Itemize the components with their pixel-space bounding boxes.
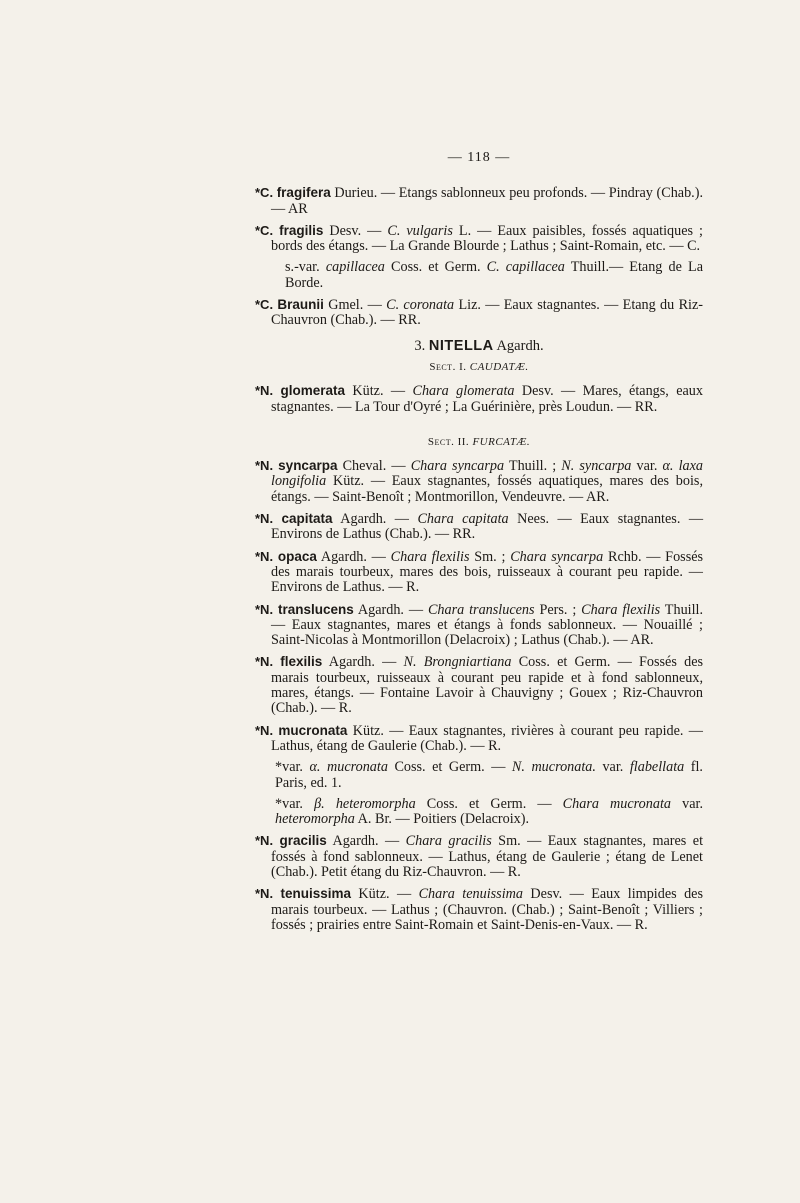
entry-text: Thuill.— Etang de La Borde. — [285, 259, 704, 291]
synonym: Chara tenuissima — [418, 886, 523, 903]
species-name: opaca — [277, 548, 317, 564]
synonym: C. coronata — [386, 297, 455, 314]
entry-capitata — [255, 511, 703, 543]
entry-text: Desv. — Eaux limpides des marais tourbeux. — Lathus ; (Chauvron. (Chab.) ; Saint-Benoît ; Villiers ; fossés ; prairies entre Saint-Romain et Saint-Denis-en-Vaux. — R. — [271, 886, 703, 933]
variety-name: β. heteromorpha — [314, 795, 416, 812]
entry-text: Kütz. — Eaux stagnantes, fossés aquatiques, mares des bois, étangs. — Saint-Benoît ; Montmorillon, Vendeuvre. — AR. — [271, 473, 703, 505]
native-mark: *C. — [255, 185, 274, 201]
species-name: translucens — [277, 601, 354, 617]
native-mark: *N. — [255, 833, 274, 849]
variety-beta — [255, 797, 703, 828]
section-heading-1 — [255, 360, 703, 375]
variety-name: capillacea — [325, 259, 385, 276]
entry-text: Coss. et Germ. — Fossés des marais tourbeux, ruisseaux à courant peu rapide et à fond sablonneux, mares, étangs. — Fontaine Lavoir à Chauvigny ; Gouex ; Riz-Chauvron (Chab.). — R. — [271, 654, 704, 717]
species-name: gracilis — [279, 833, 327, 849]
entry-tenuissima — [255, 886, 703, 933]
section-name: CAUDATÆ. — [469, 360, 529, 373]
entry-text: Kütz. — — [345, 383, 413, 400]
entry-text: Thuill. — Eaux stagnantes, mares et étangs à fonds sablonneux. — Nouaillé ; Saint-Nicolas à Montmorillon (Delacroix) ; Lathus (Chab.). — AR. — [271, 601, 704, 649]
entry-text: Kütz. — — [351, 886, 419, 903]
species-name: flexilis — [280, 654, 323, 670]
entry-glomerata — [255, 383, 703, 415]
native-mark: *N. — [255, 601, 274, 617]
entry-text: Sm. ; — [469, 548, 511, 565]
entry-translucens — [255, 602, 703, 649]
entry-gracilis — [255, 833, 703, 880]
species-name: Braunii — [277, 297, 324, 313]
synonym: C. vulgaris — [387, 222, 453, 239]
synonym: N. mucronata. — [511, 759, 596, 776]
native-mark: *N. — [255, 548, 274, 564]
entry-text: Agardh. — — [316, 548, 391, 565]
entry-fragifera — [255, 185, 703, 217]
species-name: fragilis — [279, 222, 324, 238]
page-number: — 118 — — [447, 150, 511, 165]
species-name: glomerata — [280, 383, 345, 399]
synonym: α. laxa longifolia — [271, 458, 704, 490]
subvariety-capillacea — [255, 260, 703, 291]
species-name: tenuissima — [280, 886, 352, 902]
synonym: C. capillacea — [486, 259, 565, 276]
variety-alpha — [255, 760, 703, 791]
entry-text: var. — [631, 458, 663, 475]
native-mark: *N. — [255, 383, 274, 399]
native-mark: *N. — [255, 886, 274, 902]
genus-name: NITELLA — [428, 337, 494, 354]
entry-text: Agardh. — — [332, 511, 418, 528]
genus-heading — [255, 339, 703, 354]
native-mark: *C. — [255, 222, 274, 238]
entry-text: Sm. — Eaux stagnantes, mares et fossés à fond sablonneux. — Lathus, étang de Gaulerie ; étang de Lenet (Chab.). Petit étang du Riz-Chauvron. — R. — [271, 833, 704, 880]
synonym: flabellata — [629, 759, 685, 776]
entry-text: var. — [595, 759, 630, 776]
synonym: Chara capitata — [417, 511, 509, 528]
entry-text: Kütz. — Eaux stagnantes, rivières à courant peu rapide. — Lathus, étang de Gaulerie (Chab.). — R. — [271, 722, 703, 754]
synonym: Chara gracilis — [405, 833, 492, 850]
entry-text: Nees. — Eaux stagnantes. — Environs de Lathus (Chab.). — RR. — [271, 511, 704, 543]
entry-text: Thuill. ; — [504, 458, 562, 475]
entry-text: Liz. — Eaux stagnantes. — Etang du Riz-Chauvron (Chab.). — RR. — [271, 297, 703, 329]
entry-text: Desv. — — [323, 222, 388, 239]
genus-author: Agardh. — [493, 337, 544, 354]
entry-text: A. Br. — Poitiers (Delacroix). — [354, 811, 530, 828]
species-name: mucronata — [278, 722, 348, 738]
entry-text: Coss. et Germ. — [384, 259, 487, 276]
synonym: heteromorpha — [275, 811, 355, 828]
entry-mucronata — [255, 723, 703, 755]
entry-text: Gmel. — — [323, 297, 387, 314]
entry-text: Agardh. — — [322, 654, 404, 671]
variety-prefix: *var. — [275, 795, 315, 812]
variety-prefix: *var. — [275, 759, 310, 776]
entry-text: Desv. — Mares, étangs, eaux stagnantes. — La Tour d'Oyré ; La Guérinière, près Loudun. — RR. — [271, 383, 703, 415]
entry-text: Coss. et Germ. — — [415, 795, 563, 812]
variety-prefix: s.-var. — [285, 259, 326, 276]
entry-text: Coss. et Germ. — — [387, 759, 512, 776]
entry-text: Pers. ; — [534, 601, 582, 618]
text-column — [255, 150, 703, 939]
entry-text: var. — [671, 795, 703, 812]
native-mark: *N. — [255, 722, 274, 738]
entry-text: Rchb. — Fossés des marais tourbeux, mares des bois, ruisseaux à courant peu rapide. — Environs de Lathus. — R. — [271, 548, 704, 596]
synonym: Chara flexilis — [581, 601, 661, 618]
section-label: Sect. I. — [429, 360, 467, 373]
entry-opaca — [255, 549, 703, 596]
synonym: Chara flexilis — [390, 548, 470, 565]
entry-text: Cheval. — — [337, 458, 411, 475]
entry-text: Agardh. — — [326, 833, 406, 850]
variety-name: α. mucronata — [309, 759, 388, 776]
entry-text: Durieu. — Etangs sablonneux peu profonds. — Pindray (Chab.). — AR — [271, 185, 703, 217]
synonym: Chara glomerata — [412, 383, 515, 400]
native-mark: *C. — [255, 297, 274, 313]
native-mark: *N. — [255, 654, 274, 670]
synonym: N. syncarpa — [561, 458, 632, 475]
entry-text: Agardh. — — [353, 601, 428, 618]
entry-flexilis — [255, 654, 703, 716]
species-name: syncarpa — [278, 458, 338, 474]
native-mark: *N. — [255, 511, 274, 527]
synonym: Chara syncarpa — [410, 458, 505, 475]
section-name: FURCATÆ. — [472, 435, 531, 448]
synonym: N. Brongniartiana — [403, 654, 512, 671]
entry-text: L. — Eaux paisibles, fossés aquatiques ; bords des étangs. — La Grande Blourde ; Lathus ; Saint-Romain, etc. — C. — [271, 222, 704, 255]
entry-syncarpa — [255, 458, 703, 505]
synonym: Chara translucens — [427, 601, 535, 618]
synonym: Chara syncarpa — [510, 548, 604, 565]
entry-text: fl. Paris, ed. 1. — [275, 759, 703, 791]
synonym: Chara mucronata — [562, 795, 671, 812]
entry-braunii — [255, 297, 703, 329]
section-heading-2 — [255, 435, 703, 450]
species-name: capitata — [281, 511, 333, 527]
entry-fragilis — [255, 223, 703, 255]
section-label: Sect. II. — [427, 435, 470, 448]
species-name: fragifera — [276, 185, 331, 201]
genus-number: 3. — [414, 337, 426, 354]
native-mark: *N. — [255, 458, 274, 474]
